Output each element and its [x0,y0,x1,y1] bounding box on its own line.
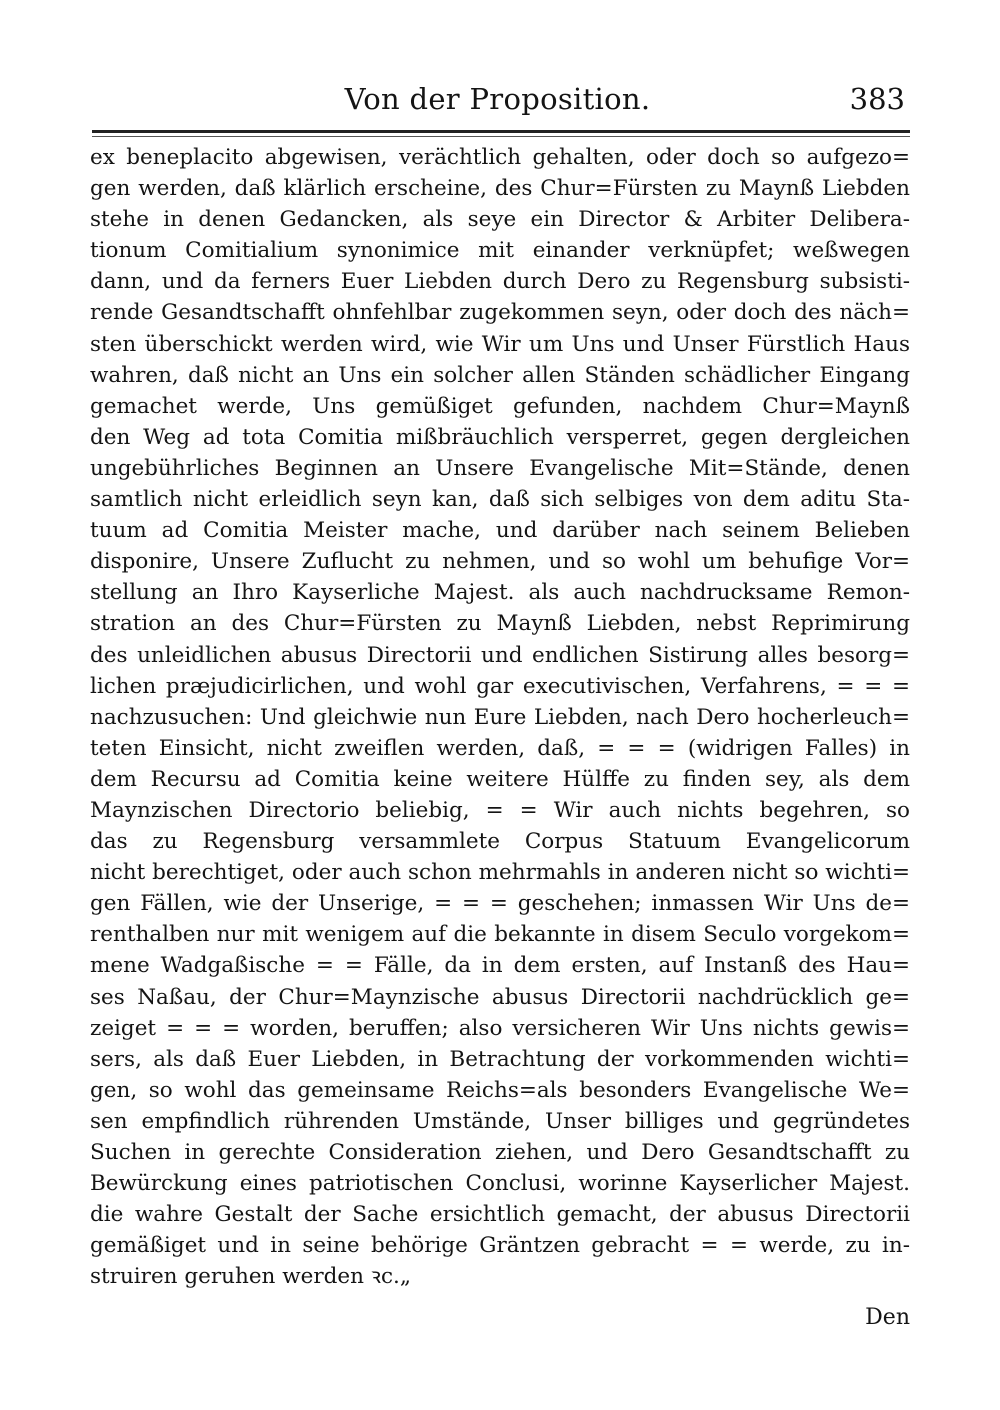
text-line: dann, und da ferners Euer Liebden durch Dero zu Regensburg subsisti- [90,269,910,295]
header-rule [92,130,910,133]
text-line: samtlich nicht erleidlich seyn kan, daß sich selbiges von dem aditu Sta- [90,487,910,513]
text-line: gen Fällen, wie der Unserige, = = = geschehen; inmassen Wir Uns de= [90,891,910,917]
body-text [90,142,910,1292]
text-line: sen empfindlich rührenden Umstände, Unser billiges und gegründetes [90,1108,910,1134]
text-line: den Weg ad tota Comitia mißbräuchlich versperret, gegen dergleichen [90,424,910,450]
catchword: Den [865,1305,910,1330]
text-line: gen, so wohl das gemeinsame Reichs=als besonders Evangelische We= [90,1077,910,1103]
text-line: tuum ad Comitia Meister mache, und darüber nach seinem Belieben [90,518,910,544]
text-line: nachzusuchen: Und gleichwie nun Eure Liebden, nach Dero hocherleuch= [90,704,910,730]
text-line: stehe in denen Gedancken, als seye ein Director & Arbiter Delibera- [90,207,910,233]
text-line: des unleidlichen abusus Directorii und endlichen Sistirung alles besorg= [90,642,910,668]
text-line: renthalben nur mit wenigem auf die bekannte in disem Seculo vorgekom= [90,922,910,948]
text-line: dem Recursu ad Comitia keine weitere Hülffe zu finden sey, als dem [90,766,910,792]
text-line-last: struiren geruhen werden ꝛc.„ [90,1264,411,1290]
text-line: Suchen in gerechte Consideration ziehen, und Dero Gesandtschafft zu [90,1140,910,1165]
text-line: disponire, Unsere Zuflucht zu nehmen, und so wohl um behufige Vor= [90,549,910,575]
text-line: gen werden, daß klärlich erscheine, des Chur=Fürsten zu Maynß Liebden [90,176,910,202]
text-line: wahren, daß nicht an Uns ein solcher allen Ständen schädlicher Eingang [90,362,910,388]
text-line: lichen præjudicirlichen, und wohl gar executivischen, Verfahrens, = = = [90,673,910,699]
text-line: mene Wadgaßische = = Fälle, da in dem ersten, auf Instanß des Hau= [90,953,910,979]
text-line: rende Gesandtschafft ohnfehlbar zugekommen seyn, oder doch des näch= [90,300,910,326]
text-line: stration an des Chur=Fürsten zu Maynß Liebden, nebst Reprimirung [90,611,910,637]
page-number: 383 [849,82,905,116]
text-line: gemäßiget und in seine behörige Gräntzen gebracht = = werde, zu in- [90,1233,910,1259]
text-line: teten Einsicht, nicht zweiflen werden, daß, = = = (widrigen Falles) in [90,735,910,761]
running-head [90,78,905,118]
text-line: ex beneplacito abgewisen, verächtlich gehalten, oder doch so aufgezo= [90,145,910,170]
header-rule-thin [92,136,910,137]
text-line: Maynzischen Directorio beliebig, = = Wir auch nichts begehren, so [90,797,910,823]
text-line: sers, als daß Euer Liebden, in Betrachtung der vorkommenden wichti= [90,1046,910,1072]
text-line: zeiget = = = worden, beruffen; also versicheren Wir Uns nichts gewis= [90,1015,910,1041]
text-line: stellung an Ihro Kayserliche Majest. als auch nachdrucksame Remon- [90,580,910,606]
text-line: sten überschickt werden wird, wie Wir um Uns und Unser Fürstlich Haus [90,331,910,357]
running-title: Von der Proposition. [344,82,651,116]
text-line: tionum Comitialium synonimice mit einander verknüpfet; weßwegen [90,238,910,264]
text-line: das zu Regensburg versammlete Corpus Statuum Evangelicorum [90,829,910,855]
text-line: gemachet werde, Uns gemüßiget gefunden, nachdem Chur=Maynß [90,393,910,419]
text-line: die wahre Gestalt der Sache ersichtlich gemacht, der abusus Directorii [90,1202,910,1228]
text-line: nicht berechtiget, oder auch schon mehrmahls in anderen nicht so wichti= [90,860,910,886]
text-line: ses Naßau, der Chur=Maynzische abusus Directorii nachdrücklich ge= [90,984,910,1010]
text-line: ungebührliches Beginnen an Unsere Evangelische Mit=Stände, denen [90,455,910,481]
text-line: Bewürckung eines patriotischen Conclusi, worinne Kayserlicher Majest. [90,1171,910,1197]
